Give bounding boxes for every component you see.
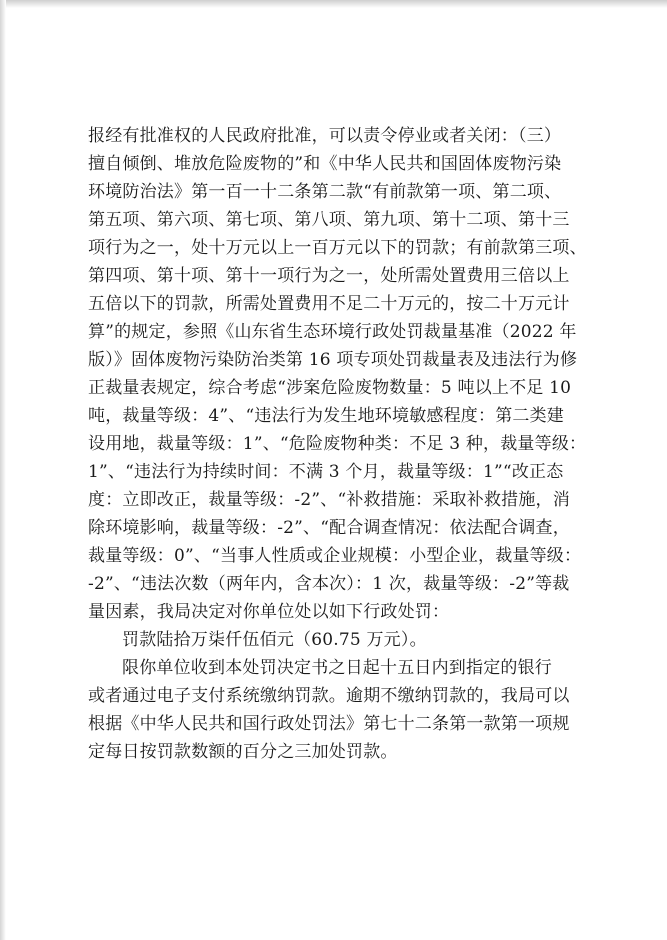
scan-shadow-left	[0, 0, 6, 940]
text-line: 擅自倾倒、堆放危险废物的”和《中华人民共和国固体废物污染	[88, 154, 562, 174]
text-line: 1”、“违法行为持续时间：不满 3 个月，裁量等级：1”“改正态	[88, 462, 564, 482]
text-line: 算”的规定，参照《山东省生态环境行政处罚裁量基准（2022 年	[88, 322, 577, 342]
text-line: 设用地，裁量等级：1”、“危险废物种类：不足 3 种，裁量等级：	[88, 434, 587, 454]
text-line: 定每日按罚款数额的百分之三加处罚款。	[88, 742, 398, 762]
text-line: 项行为之一，处十万元以上一百万元以下的罚款；有前款第三项、	[88, 238, 587, 258]
text-line: 报经有批准权的人民政府批准，可以责令停业或者关闭：（三）	[88, 126, 562, 146]
text-line: 吨，裁量等级：4”、“违法行为发生地环境敏感程度：第二类建	[88, 406, 564, 426]
text-line: 第五项、第六项、第七项、第八项、第九项、第十二项、第十三	[88, 210, 570, 230]
penalty-amount-line: 罚款陆拾万柒仟伍佰元（60.75 万元）。	[122, 630, 427, 650]
text-line: 量因素，我局决定对你单位处以如下行政处罚：	[88, 602, 450, 622]
text-line: 限你单位收到本处罚决定书之日起十五日内到指定的银行	[122, 658, 552, 678]
text-line: 除环境影响，裁量等级：-2”、“配合调查情况：依法配合调查，	[88, 518, 570, 538]
scan-shadow-top	[0, 0, 667, 8]
text-line: 度：立即改正，裁量等级：-2”、“补救措施：采取补救措施，消	[88, 490, 570, 510]
text-line: 环境防治法》第一百一十二条第二款“有前款第一项、第二项、	[88, 182, 562, 202]
text-line: 第四项、第十项、第十一项行为之一，处所需处置费用三倍以上	[88, 266, 570, 286]
text-line: 五倍以下的罚款，所需处置费用不足二十万元的，按二十万元计	[88, 294, 570, 314]
document-body	[88, 122, 586, 766]
text-line: -2”、“违法次数（两年内，含本次）：1 次，裁量等级：-2”等裁	[88, 574, 570, 594]
text-line: 正裁量表规定，综合考虑“涉案危险废物数量：5 吨以上不足 10	[88, 378, 572, 398]
text-line: 根据《中华人民共和国行政处罚法》第七十二条第一款第一项规	[88, 714, 570, 734]
text-line: 版）》固体废物污染防治类第 16 项专项处罚裁量表及违法行为修	[88, 350, 578, 370]
text-line: 或者通过电子支付系统缴纳罚款。逾期不缴纳罚款的，我局可以	[88, 686, 570, 706]
text-line: 裁量等级：0”、“当事人性质或企业规模：小型企业，裁量等级：	[88, 546, 582, 566]
